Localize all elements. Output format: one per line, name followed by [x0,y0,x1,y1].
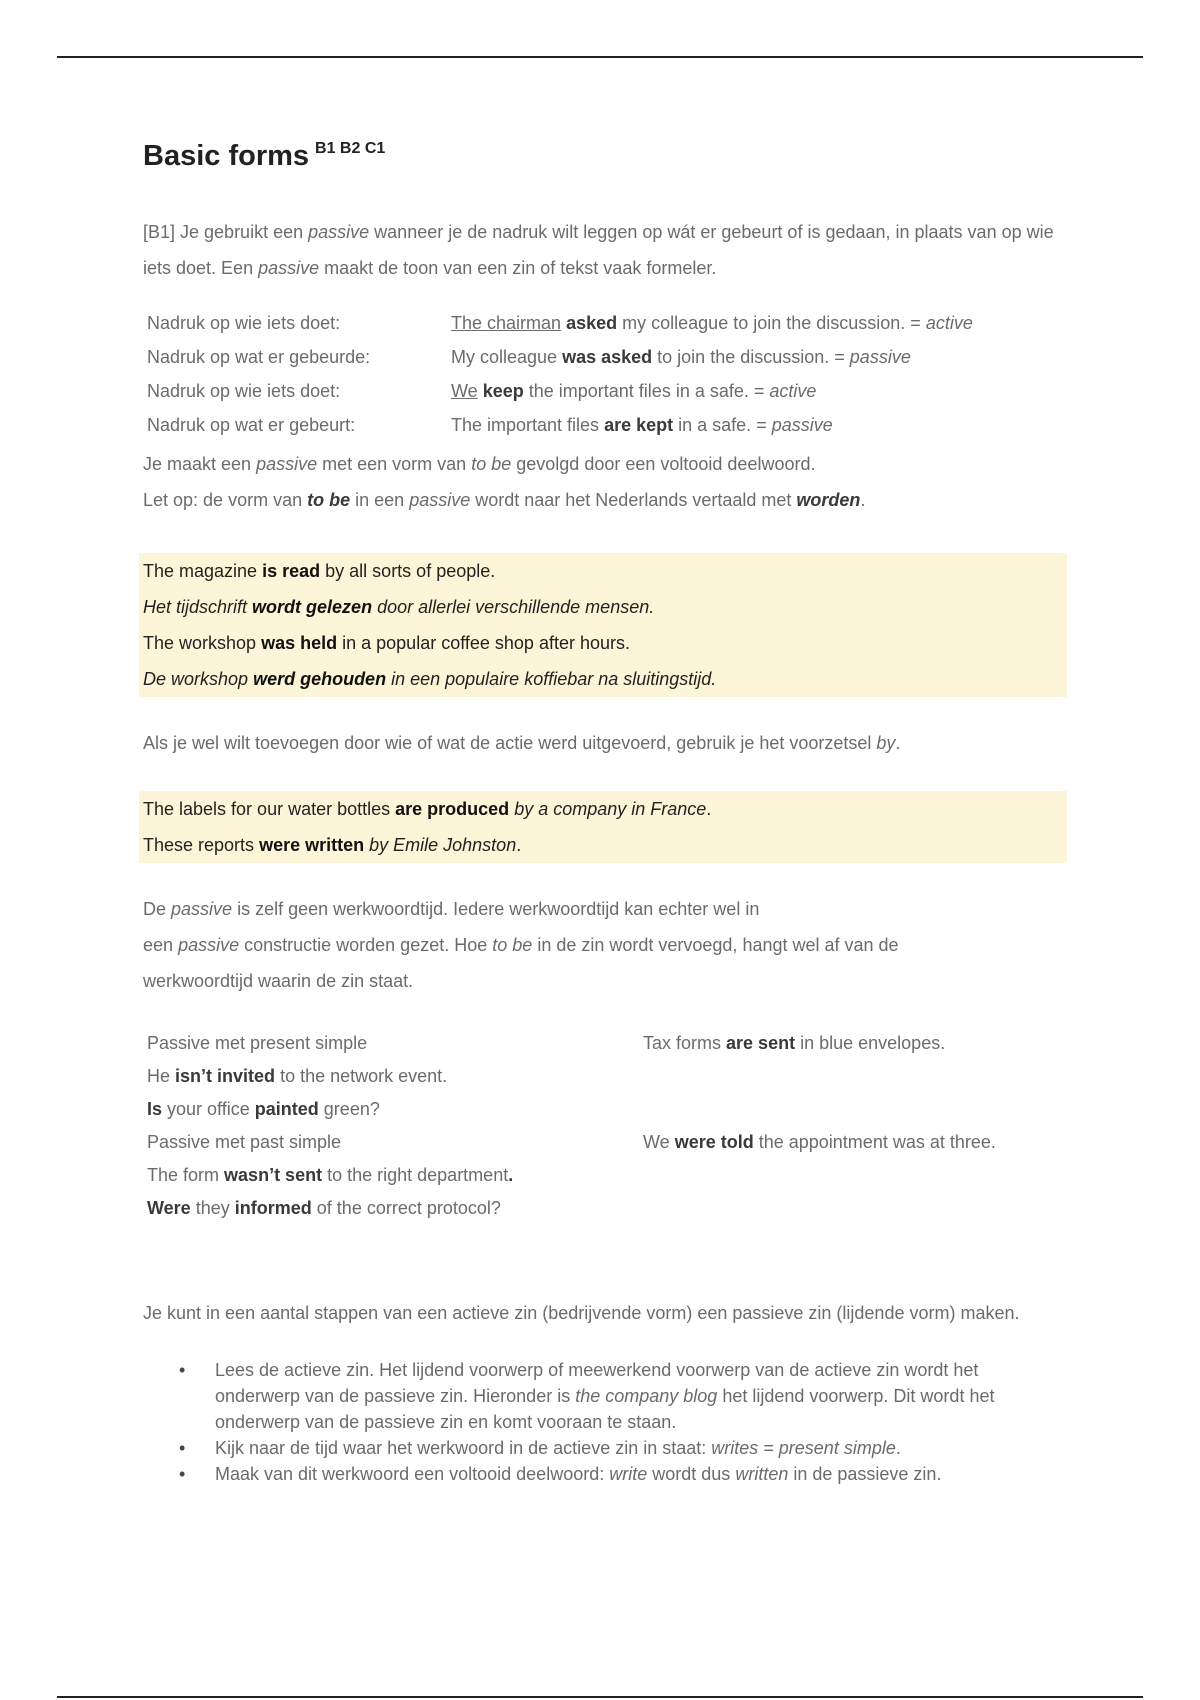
step-text: wordt dus [652,1464,731,1484]
verb: was asked [562,347,653,367]
example-text: We [643,1132,670,1152]
comparison-example [451,374,816,408]
intro-term-2: passive [258,258,320,278]
example-text: He [147,1066,171,1086]
tense-example [643,1126,996,1159]
example-verb: are produced [395,799,510,819]
step-text: . [895,1438,901,1458]
formation-term: worden [796,490,861,510]
tense-note-text: constructie worden gezet. Hoe [244,935,488,955]
example-line [143,553,1067,589]
tense-note-text: werkwoordtijd waarin de zin staat. [143,971,414,991]
example-text: they [195,1198,230,1218]
rest: to join the discussion. = [657,347,845,367]
example-text: . [706,799,712,819]
example-text: green? [323,1099,380,1119]
example-verb: were written [259,835,365,855]
example-text: . [508,1165,514,1185]
tense-example [643,1027,945,1060]
example-text: The workshop [143,633,257,653]
tense-examples-table [147,1027,1063,1225]
by-note-text: Als je wel wilt toevoegen door wie of wat de actie werd uitgevoerd, gebruik je het voorzetsel [143,733,872,753]
formation-text: Je maakt een [143,454,252,474]
example-text: your office [167,1099,250,1119]
level-badges: B1 B2 C1 [315,140,386,157]
example-verb: wordt gelezen [252,597,373,617]
example-line [143,625,1067,661]
intro-term-1: passive [308,222,370,242]
step-term: writes = present simple [711,1438,896,1458]
steps-list [143,1357,1063,1487]
list-item [215,1435,1063,1461]
comparison-row [147,340,1063,374]
example-text: De workshop [143,669,249,689]
tense-note-text: in de zin wordt vervoegd, hangt wel af van de [537,935,899,955]
rest: in a safe. = [678,415,767,435]
formation-term: passive [256,454,318,474]
example-line [143,827,1067,863]
example-text: door allerlei verschillende mensen. [377,597,655,617]
example-text: of the correct protocol? [316,1198,501,1218]
example-verb: wasn’t sent [224,1165,323,1185]
subject: My colleague [451,347,558,367]
formation-term: to be [471,454,512,474]
formation-term: passive [409,490,471,510]
comparison-example [451,340,911,374]
step-term: the company blog [575,1386,718,1406]
formation-rule [143,446,1063,482]
example-verb: was held [261,633,338,653]
tense-row [147,1126,1063,1159]
example-verb: isn’t invited [175,1066,276,1086]
step-text: Kijk naar de tijd waar het werkwoord in de actieve zin in staat: [215,1438,707,1458]
formation-text: wordt naar het Nederlands vertaald met [475,490,792,510]
verb: are kept [604,415,674,435]
step-term: written [735,1464,789,1484]
tense-row [147,1159,1063,1192]
comparison-label: Nadruk op wie iets doet: [147,313,341,333]
intro-text-3: maakt de toon van een zin of tekst vaak formeler. [324,258,717,278]
verb: asked [566,313,618,333]
tense-heading: Passive met present simple [147,1033,368,1053]
formation-text: in een [355,490,405,510]
example-line [143,791,1067,827]
example-text: in blue envelopes. [800,1033,946,1053]
tense-note-term: passive [178,935,240,955]
example-verb: are sent [726,1033,796,1053]
verb: keep [482,381,524,401]
step-text: in de passieve zin. [793,1464,942,1484]
voice-tag: active [925,313,973,333]
example-text: . [516,835,522,855]
tense-note-text: een [143,935,174,955]
subject: The chairman [451,313,562,333]
top-rule [57,56,1143,58]
example-agent: by Emile Johnston [369,835,517,855]
comparison-label: Nadruk op wie iets doet: [147,381,341,401]
example-text: The labels for our water bottles [143,799,391,819]
voice-tag: active [769,381,817,401]
intro-paragraph [143,214,1063,286]
tense-row [147,1027,1063,1060]
comparison-row [147,374,1063,408]
comparison-example [451,408,833,442]
tense-example [147,1093,643,1126]
example-verb: is read [262,561,321,581]
example-text: in a popular coffee shop after hours. [342,633,630,653]
step-term: write [609,1464,648,1484]
step-text: Lees de actieve zin. Het lijdend voorwerp of meewerkend voorwerp van de actieve zin wordt het onderwerp van de passieve zin. Hieronder is [215,1360,979,1406]
tense-note-term: passive [171,899,233,919]
example-verb: were told [674,1132,754,1152]
tense-row [147,1093,1063,1126]
bottom-rule [57,1696,1143,1698]
example-text: by all sorts of people. [325,561,496,581]
intro-text-1: [B1] Je gebruikt een [143,222,304,242]
formation-text: Let op: de vorm van [143,490,303,510]
active-passive-comparison [147,306,1063,442]
example-verb: Were [147,1198,191,1218]
by-note-text: . [895,733,901,753]
example-line [143,661,1067,697]
title-text: Basic forms [143,140,310,172]
example-text: Het tijdschrift [143,597,248,617]
example-box-by-agent [139,791,1067,863]
example-verb: Is [147,1099,163,1119]
steps-intro: Je kunt in een aantal stappen van een actieve zin (bedrijvende vorm) een passieve zin (lijdende vorm) maken. [143,1303,1020,1323]
example-box-translations [139,553,1067,697]
example-text: The magazine [143,561,258,581]
voice-tag: passive [771,415,833,435]
tense-example [147,1192,643,1225]
subject: The important files [451,415,600,435]
subject: We [451,381,478,401]
tense-note-text: is zelf geen werkwoordtijd. Iedere werkwoordtijd kan echter wel in [237,899,760,919]
comparison-example [451,306,973,340]
rest: the important files in a safe. = [528,381,765,401]
formation-text: . [860,490,866,510]
page-title [143,140,1063,184]
rest: my colleague to join the discussion. = [622,313,921,333]
step-text: het lijdend voorwerp. Dit wordt het onderwerp van de passieve zin en komt vooraan te staan. [215,1386,995,1432]
example-text: to the right department [327,1165,509,1185]
example-verb: painted [254,1099,319,1119]
formation-note [143,482,1063,518]
example-text: in een populaire koffiebar na sluitingstijd. [391,669,717,689]
by-note [143,725,1063,761]
comparison-row [147,306,1063,340]
example-text: Tax forms [643,1033,722,1053]
tense-row [147,1192,1063,1225]
tense-heading: Passive met past simple [147,1132,342,1152]
tense-example [147,1159,643,1192]
example-line [143,589,1067,625]
example-verb: informed [234,1198,312,1218]
example-text: to the network event. [280,1066,448,1086]
step-text: Maak van dit werkwoord een voltooid deelwoord: [215,1464,605,1484]
comparison-label: Nadruk op wat er gebeurt: [147,415,356,435]
example-text: the appointment was at three. [758,1132,996,1152]
formation-text: gevolgd door een voltooid deelwoord. [516,454,816,474]
tense-example [147,1060,643,1093]
voice-tag: passive [849,347,911,367]
example-agent: by a company in France [514,799,707,819]
comparison-label: Nadruk op wat er gebeurde: [147,347,371,367]
tense-note [143,891,1063,999]
intro-text-2: wanneer je de nadruk wilt leggen op wát er gebeurt of is gedaan, in plaats van op wie iets doet. Een [143,222,1054,278]
example-text: These reports [143,835,255,855]
tense-note-text: De [143,899,167,919]
formation-term: to be [307,490,351,510]
list-item [215,1461,1063,1487]
comparison-row [147,408,1063,442]
document-page [143,140,1063,1487]
tense-note-term: to be [492,935,533,955]
example-verb: werd gehouden [253,669,387,689]
list-item [215,1357,1063,1435]
example-text: The form [147,1165,220,1185]
tense-row [147,1060,1063,1093]
formation-text: met een vorm van [322,454,467,474]
by-note-term: by [876,733,896,753]
